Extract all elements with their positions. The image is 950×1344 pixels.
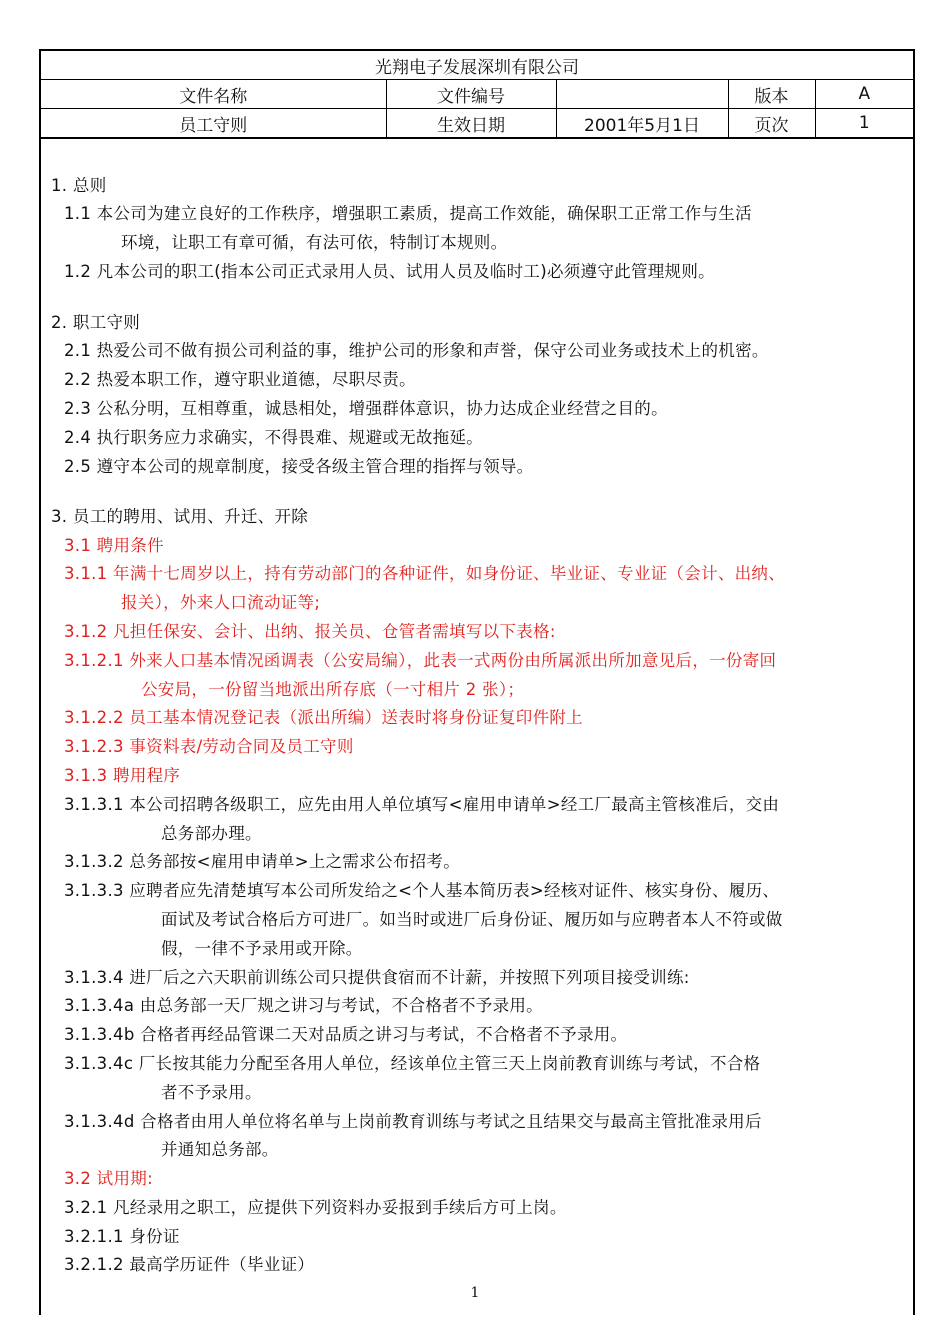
clause-line: 3.1.1 年满十七周岁以上，持有劳动部门的各种证件，如身份证、毕业证、专业证（会计、出纳、 — [64, 564, 786, 583]
clause-line: 3.1.3.2 总务部按<雇用申请单>上之需求公布招考。 — [64, 852, 461, 871]
clause-line: 2.1 热爱公司不做有损公司利益的事，维护公司的形象和声誉，保守公司业务或技术上的机密。 — [64, 341, 769, 360]
header-table — [41, 51, 913, 139]
clause-line: 3.1.3.4 进厂后之六天职前训练公司只提供食宿而不计薪，并按照下列项目接受训练: — [64, 968, 690, 987]
clause-line: 1.2 凡本公司的职工(指本公司正式录用人员、试用人员及临时工)必须遵守此管理规则。 — [64, 262, 715, 281]
clause-line: 3.1.3.4a 由总务部一天厂规之讲习与考试，不合格者不予录用。 — [64, 996, 543, 1015]
clause-line: 1.1 本公司为建立良好的工作秩序，增强职工素质，提高工作效能，确保职工正常工作与生活 — [64, 204, 752, 223]
clause-line: 3.1.2 凡担任保安、会计、出纳、报关员、仓管者需填写以下表格: — [64, 622, 556, 641]
section-heading: 1. 总则 — [51, 176, 107, 195]
doc-no-value — [556, 80, 728, 109]
clause-line: 并通知总务部。 — [161, 1140, 279, 1159]
subsection-heading: 3.1.3 聘用程序 — [64, 766, 181, 785]
version-value: A — [815, 80, 913, 109]
page-value: 1 — [815, 109, 913, 139]
clause-line: 2.4 执行职务应力求确实，不得畏难、规避或无故拖延。 — [64, 428, 484, 447]
clause-line: 3.2.1.2 最高学历证件（毕业证） — [64, 1255, 315, 1274]
clause-line: 3.1.3.1 本公司招聘各级职工，应先由用人单位填写<雇用申请单>经工厂最高主管核准后，交由 — [64, 795, 780, 814]
effective-date-value: 2001年5月1日 — [556, 109, 728, 139]
clause-line: 2.5 遵守本公司的规章制度，接受各级主管合理的指挥与领导。 — [64, 457, 534, 476]
clause-line: 环境，让职工有章可循，有法可依，特制订本规则。 — [121, 233, 508, 252]
doc-title: 员工守则 — [41, 109, 386, 139]
clause-line: 者不予录用。 — [161, 1083, 262, 1102]
clause-line: 3.2.1 凡经录用之职工，应提供下列资料办妥报到手续后方可上岗。 — [64, 1198, 567, 1217]
page-label: 页次 — [728, 109, 815, 139]
clause-line: 3.1.2.1 外来人口基本情况函调表（公安局编），此表一式两份由所属派出所加意见后，一份寄回 — [64, 651, 777, 670]
clause-line: 总务部办理。 — [161, 824, 262, 843]
subsection-heading: 3.2 试用期: — [64, 1169, 153, 1188]
clause-line: 3.1.3.3 应聘者应先清楚填写本公司所发给之<个人基本简历表>经核对证件、核实身份、履历、 — [64, 881, 780, 900]
subsection-heading: 3.1 聘用条件 — [64, 536, 164, 555]
clause-line: 公安局，一份留当地派出所存底（一寸相片 2 张）； — [141, 680, 525, 699]
clause-line: 面试及考试合格后方可进厂。如当时或进厂后身份证、履历如与应聘者本人不符或做 — [161, 910, 783, 929]
section-heading: 2. 职工守则 — [51, 313, 141, 332]
doc-name-label: 文件名称 — [41, 80, 386, 109]
clause-line: 假，一律不予录用或开除。 — [161, 939, 363, 958]
clause-line: 2.2 热爱本职工作，遵守职业道德，尽职尽责。 — [64, 370, 416, 389]
clause-line: 3.1.3.4b 合格者再经品管课二天对品质之讲习与考试，不合格者不予录用。 — [64, 1025, 628, 1044]
doc-no-label: 文件编号 — [386, 80, 556, 109]
clause-line: 报关），外来人口流动证等; — [121, 593, 321, 612]
clause-line: 2.3 公私分明，互相尊重，诚恳相处，增强群体意识，协力达成企业经营之目的。 — [64, 399, 668, 418]
clause-line: 3.1.3.4c 厂长按其能力分配至各用人单位，经该单位主管三天上岗前教育训练与考试，不合格 — [64, 1054, 761, 1073]
page-number: 1 — [470, 1285, 480, 1301]
clause-line: 3.1.2.3 事资料表/劳动合同及员工守则 — [64, 737, 354, 756]
clause-line: 3.1.2.2 员工基本情况登记表（派出所编）送表时将身份证复印件附上 — [64, 708, 583, 727]
clause-line: 3.2.1.1 身份证 — [64, 1227, 180, 1246]
version-label: 版本 — [728, 80, 815, 109]
section-heading: 3. 员工的聘用、试用、升迁、开除 — [51, 507, 309, 526]
clause-line: 3.1.3.4d 合格者由用人单位将名单与上岗前教育训练与考试之且结果交与最高主管批准录用后 — [64, 1112, 762, 1131]
document-frame — [39, 49, 915, 1315]
effective-date-label: 生效日期 — [386, 109, 556, 139]
company-name: 光翔电子发展深圳有限公司 — [41, 51, 913, 80]
